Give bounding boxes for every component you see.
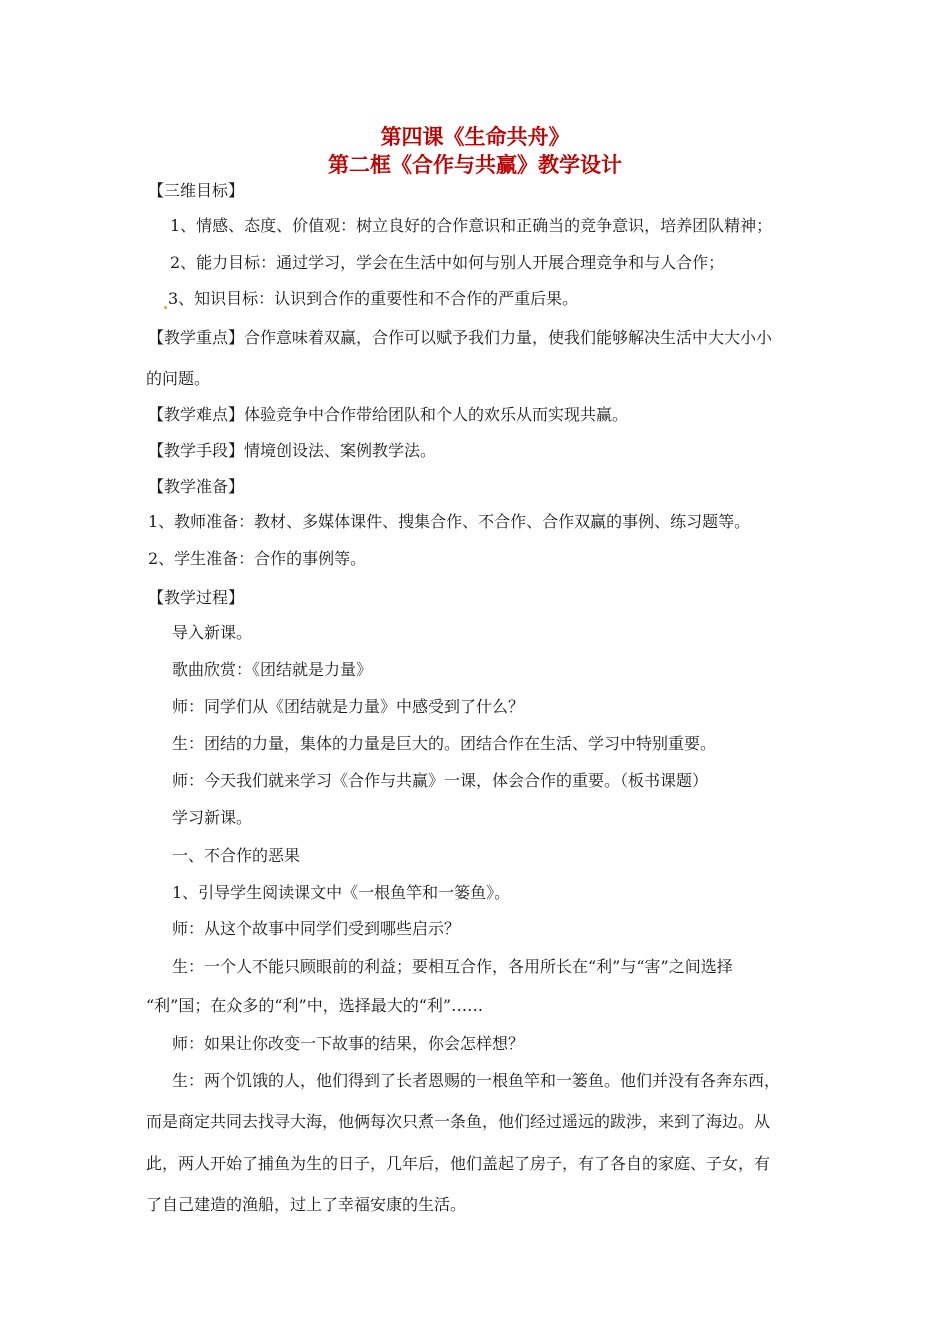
lesson-subtitle: 第二框《合作与共赢》教学设计 <box>328 152 622 177</box>
dialog-7: 生：两个饥饿的人，他们得到了长者恩赐的一根鱼竿和一篓鱼。他们并没有各奔东西， <box>172 1071 781 1090</box>
objective-3-row <box>163 286 578 309</box>
intro-step: 导入新课。 <box>172 623 253 642</box>
dialog-7-cont-2: 此，两人开始了捕鱼为生的日子，几年后，他们盖起了房子，有了各自的家庭、子女，有 <box>146 1154 771 1173</box>
objective-1: 1、情感、态度、价值观：树立良好的合作意识和正确当的竞争意识，培养团队精神； <box>170 216 773 235</box>
dialog-1: 师：同学们从《团结就是力量》中感受到了什么？ <box>172 697 525 716</box>
marker-dot <box>164 306 167 309</box>
heading-process: 【教学过程】 <box>148 588 245 607</box>
teaching-means: 【教学手段】情境创设法、案例教学法。 <box>148 441 437 460</box>
dialog-4: 师：从这个故事中同学们受到哪些启示？ <box>172 919 461 938</box>
prep-student: 2、学生准备：合作的事例等。 <box>148 549 367 568</box>
dialog-7-cont-3: 了自己建造的渔船，过上了幸福安康的生活。 <box>146 1195 467 1214</box>
objective-3: 3、知识目标：认识到合作的重要性和不合作的严重后果。 <box>168 289 579 308</box>
difficulty: 【教学难点】体验竞争中合作带给团队和个人的欢乐从而实现共赢。 <box>148 405 629 424</box>
key-point-cont: 的问题。 <box>146 369 211 388</box>
dialog-2: 生：团结的力量，集体的力量是巨大的。团结合作在生活、学习中特别重要。 <box>172 734 717 753</box>
dialog-3: 师：今天我们就来学习《合作与共赢》一课，体会合作的重要。（板书课题） <box>172 771 709 790</box>
new-lesson: 学习新课。 <box>172 808 253 827</box>
dialog-5-cont: “利”国；在众多的“利”中，选择最大的“利”…… <box>146 996 484 1015</box>
dialog-6: 师：如果让你改变一下故事的结果，你会怎样想？ <box>172 1034 525 1053</box>
heading-objectives: 【三维目标】 <box>148 181 245 200</box>
section-1: 一、不合作的恶果 <box>172 846 301 865</box>
dialog-5: 生：一个人不能只顾眼前的利益；要相互合作，各用所长在“利”与“害”之间选择 <box>172 957 733 976</box>
step-1: 1、引导学生阅读课文中《一根鱼竿和一篓鱼》。 <box>172 883 511 902</box>
key-point: 【教学重点】合作意味着双赢，合作可以赋予我们力量，使我们能够解决生活中大大小小 <box>148 328 773 347</box>
lesson-title: 第四课《生命共舟》 <box>380 124 570 149</box>
heading-preparation: 【教学准备】 <box>148 477 245 496</box>
song: 歌曲欣赏：《团结就是力量》 <box>172 660 373 679</box>
objective-2: 2、能力目标：通过学习，学会在生活中如何与别人开展合理竞争和与人合作； <box>170 253 725 272</box>
dialog-7-cont-1: 而是商定共同去找寻大海，他俩每次只煮一条鱼，他们经过遥远的跋涉，来到了海边。从 <box>146 1112 771 1131</box>
prep-teacher: 1、教师准备：教材、多媒体课件、搜集合作、不合作、合作双赢的事例、练习题等。 <box>148 512 751 531</box>
